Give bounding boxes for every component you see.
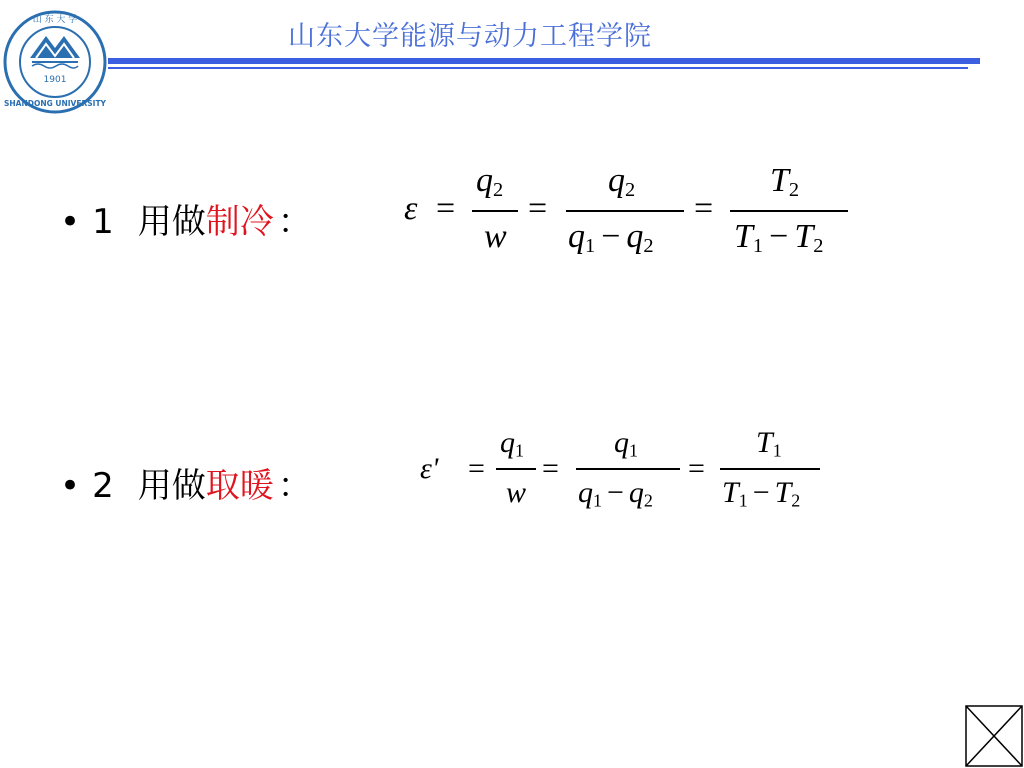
bullet-number: 2	[92, 466, 114, 506]
formula-eq: =	[694, 190, 714, 227]
frac1-numerator: $q_2$	[476, 162, 504, 202]
frac2-bar	[566, 210, 684, 212]
frac3-numerator: $T_2$	[770, 162, 800, 202]
logo-bottom-text: SHANDONG UNIVERSITY	[3, 99, 107, 108]
formula-cooling	[400, 160, 860, 270]
bullet-colon: ：	[277, 466, 312, 506]
frac2-denominator: $q_1 - q_2$	[578, 476, 653, 511]
bullet-prefix: 用做	[137, 466, 206, 506]
frac1-bar	[472, 210, 518, 212]
formula-lhs: ε'	[420, 452, 439, 485]
frac1-denominator: w	[506, 476, 527, 509]
frac2-bar	[576, 468, 680, 470]
formula-lhs: ε	[404, 190, 418, 227]
header-title: 山东大学能源与动力工程学院	[288, 21, 652, 52]
formula-eq: =	[528, 190, 548, 227]
bullet-keyword: 制冷	[205, 202, 274, 242]
formula-heating	[418, 422, 838, 532]
formula-eq: =	[542, 452, 559, 485]
bullet-number: 1	[92, 202, 114, 242]
formula-eq: =	[468, 452, 485, 485]
frac3-numerator: $T_1$	[756, 426, 782, 461]
frac3-bar	[730, 210, 848, 212]
frac3-bar	[720, 468, 820, 470]
frac3-denominator: $T_1 - T_2$	[722, 476, 801, 511]
bullet-keyword: 取暖	[205, 466, 274, 506]
header-rule-thin	[108, 67, 968, 69]
university-logo	[2, 0, 110, 130]
formula-eq: =	[688, 452, 705, 485]
frac2-numerator: $q_1$	[614, 426, 638, 461]
header-rule-thick	[108, 58, 980, 64]
corner-close-icon[interactable]	[965, 705, 1023, 767]
frac1-numerator: $q_1$	[500, 426, 524, 461]
frac1-bar	[496, 468, 536, 470]
bullet-colon: ：	[277, 202, 312, 242]
frac2-numerator: $q_2$	[608, 162, 636, 202]
bullet-prefix: 用做	[137, 202, 206, 242]
bullet-item-heating	[60, 458, 312, 507]
bullet-dot: •	[60, 466, 81, 506]
logo-year: 1901	[43, 75, 67, 85]
bullet-dot: •	[60, 202, 81, 242]
logo-top-text: 山 东 大 学	[32, 15, 78, 25]
frac3-denominator: $T_1 - T_2$	[734, 218, 824, 258]
bullet-item-cooling	[60, 194, 312, 243]
frac2-denominator: $q_1 - q_2$	[568, 218, 654, 258]
frac1-denominator: w	[484, 218, 507, 255]
formula-eq: =	[436, 190, 456, 227]
